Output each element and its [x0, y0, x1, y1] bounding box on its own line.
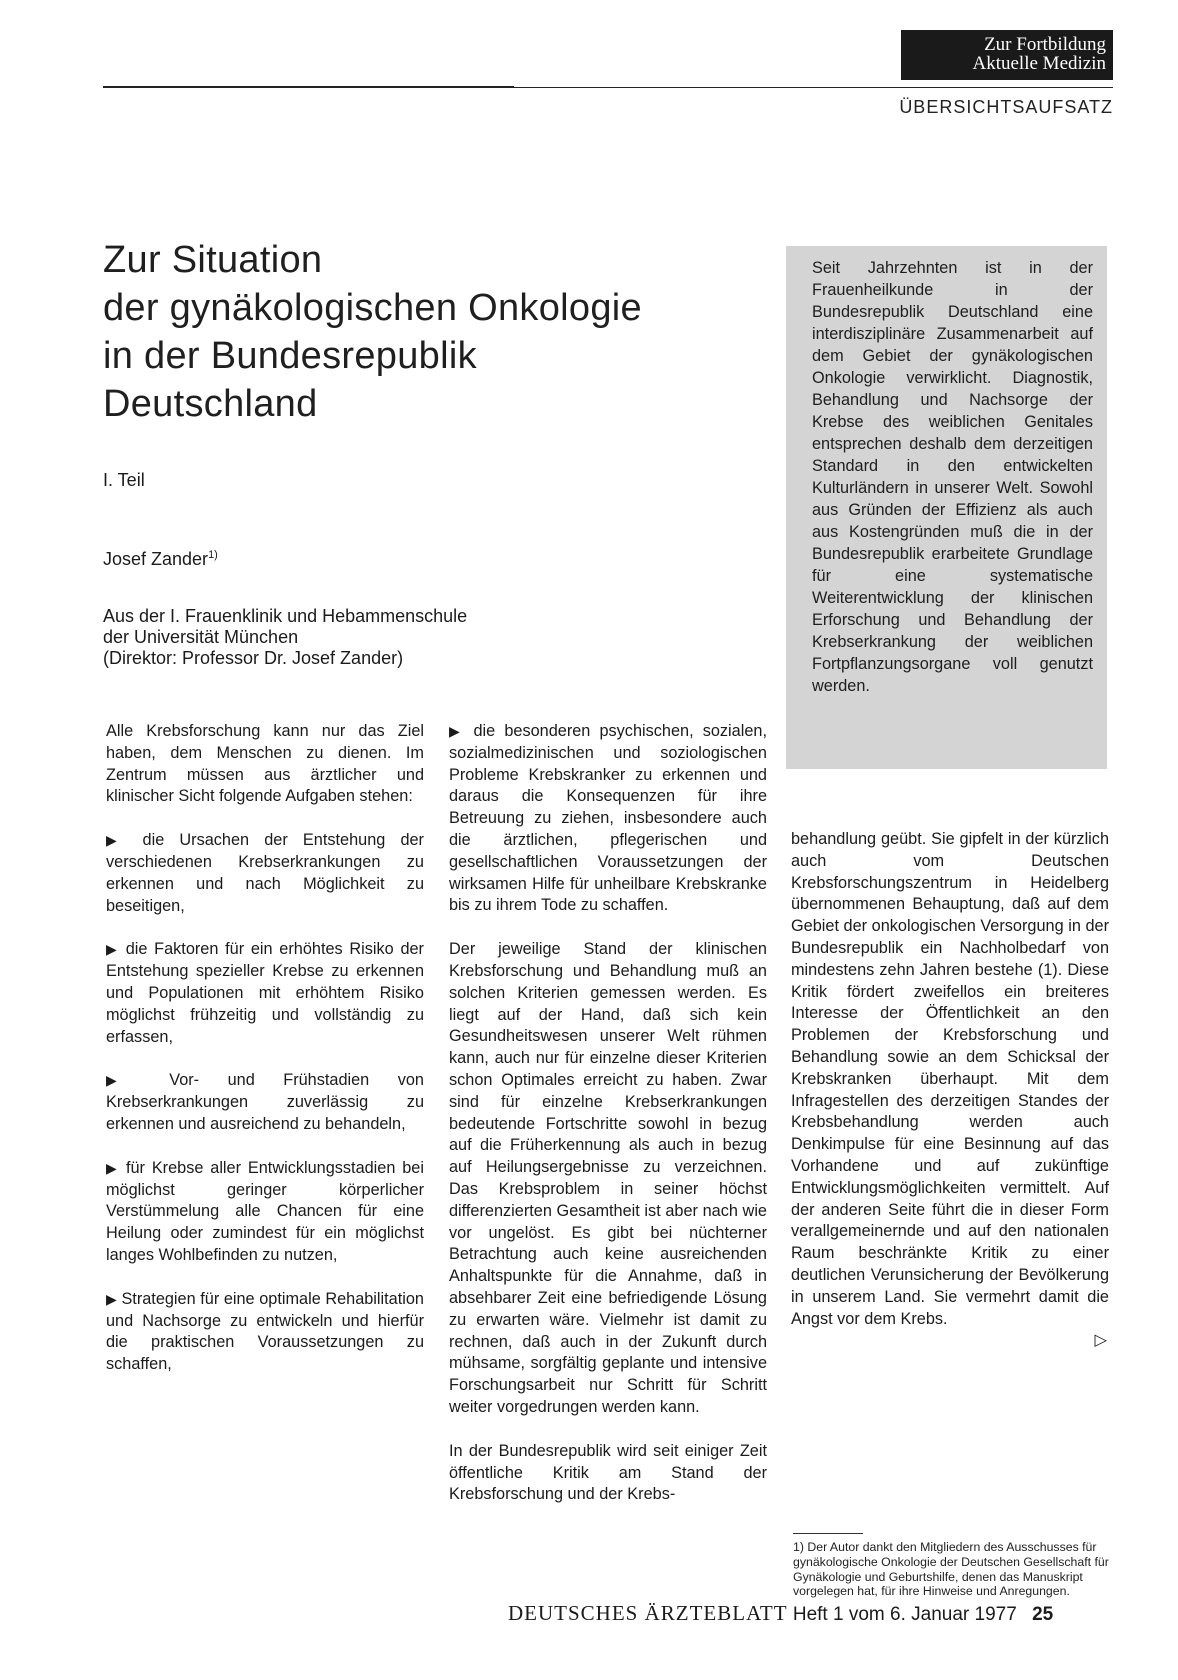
abstract-box: [786, 246, 1107, 769]
abstract-text: Seit Jahrzehnten ist in der Frauenheilkunde in der Bundesrepublik Deutschland eine interdisziplinäre Zusammenarbeit auf dem Gebiet der gynäkologischen Onkologie verwirklicht. Diagnostik, Behandlung und Nachsorge der Krebse des weiblichen Genitales entsprechen deshalb dem derzeitigen Standard in den entwickelten Kulturländern in unserer Welt. Sowohl aus Gründen der Effizienz als auch aus Kostengründen muß die in der Bundesrepublik erarbeitete Grundlage für eine systematische Weiterentwicklung der klinischen Erforschung und Behandlung der Krebserkrankung der weiblichen Fortpflanzungsorgane voll genutzt werden.: [812, 259, 1093, 695]
bullet-arrow-icon: ▶: [106, 1159, 120, 1176]
article-type-label: ÜBERSICHTSAUFSATZ: [899, 97, 1113, 117]
bullet-item: [106, 939, 424, 1048]
author-footnote-mark: 1): [208, 549, 218, 561]
footnote: 1) Der Autor dankt den Mitgliedern des Ausschusses für gynäkologische Onkologie der Deutschen Gesellschaft für Gynäkologie und Geburtshilfe, denen das Manuskript vorgelegen hat, für ihre Hinweise und Anregungen.: [793, 1540, 1109, 1599]
bullet-arrow-icon: ▶: [449, 723, 465, 739]
bullet-item: [106, 830, 424, 917]
page-number: 25: [1032, 1604, 1054, 1625]
journal-name: DEUTSCHES ÄRZTEBLATT: [508, 1601, 788, 1625]
title-line-2: der gynäkologischen Onkologie: [103, 287, 642, 329]
article-title: [103, 236, 743, 428]
bullet-arrow-icon: ▶: [106, 1072, 141, 1089]
header-rule-thin: [514, 87, 1113, 88]
footnote-rule: [793, 1533, 863, 1534]
affiliation-line-1: Aus der I. Frauenklinik und Hebammenschule: [103, 606, 468, 626]
author-name: Josef Zander: [103, 549, 209, 569]
intro-paragraph: Alle Krebsforschung kann nur das Ziel haben, dem Menschen zu dienen. Im Zentrum müssen aus ärztlicher und klinischer Sicht folgende Aufgaben stehen:: [106, 722, 424, 806]
paragraph-continued: behandlung geübt. Sie gipfelt in der kürzlich auch vom Deutschen Krebsforschungszentrum in Heidelberg übernommenen Behauptung, daß auf dem Gebiet der onkologischen Versorgung in der Bundesrepublik ein Nachholbedarf von mindestens zehn Jahren bestehe (1). Diese Kritik fördert zweifellos ein breiteres Interesse der Öffentlichkeit an den Problemen der Krebsforschung und Behandlung sowie an dem Schicksal der Krebskranken überhaupt. Mit dem Infragestellen des derzeitigen Standes der Krebsbehandlung werden auch Denkimpulse für eine Besinnung auf das Vorhandene und auf zukünftige Entwicklungsmöglichkeiten vermittelt. Auf der anderen Seite führt die in dieser Form verallgemeinernde und auf den nationalen Raum beschränkte Kritik zu einer deutlichen Verunsicherung der Bevölkerung in unserem Land. Sie vermehrt damit die Angst vor dem Krebs.: [791, 830, 1109, 1328]
body-column-1: [106, 721, 424, 1398]
bullet-text: Vor- und Frühstadien von Krebserkrankungen zuverlässig zu erkennen und ausreichend zu behandeln,: [106, 1071, 424, 1133]
title-line-4: Deutschland: [103, 383, 318, 425]
title-line-3: in der Bundesrepublik: [103, 335, 477, 377]
author-line: [103, 549, 218, 570]
paragraph: In der Bundesrepublik wird seit einiger Zeit öffentliche Kritik am Stand der Krebsforschung und der Krebs-: [449, 1441, 767, 1504]
affiliation-line-2: der Universität München: [103, 627, 299, 647]
body-column-2: [449, 721, 767, 1528]
paragraph: Der jeweilige Stand der klinischen Krebsforschung und Behandlung muß an solchen Kriterien gemessen werden. Es liegt auf der Hand, daß sich kein Gesundheitswesen unserer Welt rühmen kann, auch nur für einzelne dieser Kriterien schon Optimales erreicht zu haben. Zwar sind für einzelne Krebserkrankungen bedeutende Fortschritte sowohl in bezug auf die Früherkennung als auch in bezug auf Heilungsergebnisse zu verzeichnen. Das Krebsproblem in seiner höchst differenzierten Gesamtheit ist aber nach wie vor ungelöst. Es gibt bei nüchterner Betrachtung auch keine ausreichenden Anhaltspunkte für die Annahme, daß in absehbarer Zeit eine befriedigende Lösung zu erwarten wäre. Vielmehr ist damit zu rechnen, daß auch in der Zukunft durch mühsame, sorgfältig geplante und intensive Forschungsarbeit nur Schritt für Schritt weiter vorgedrungen werden kann.: [449, 940, 767, 1416]
body-column-3: [791, 829, 1109, 1352]
page-footer: [508, 1601, 1053, 1626]
bullet-arrow-icon: ▶: [106, 941, 119, 958]
section-tab-line1: Zur Fortbildung: [984, 34, 1106, 55]
section-tab: [901, 30, 1113, 80]
bullet-arrow-icon: ▶: [106, 832, 128, 849]
issue-info: Heft 1 vom 6. Januar 1977: [792, 1604, 1017, 1625]
bullet-item: [106, 1289, 424, 1376]
section-tab-line2: Aktuelle Medizin: [972, 53, 1106, 74]
affiliation-line-3: (Direktor: Professor Dr. Josef Zander): [103, 648, 404, 668]
bullet-arrow-icon: ▶: [106, 1290, 117, 1307]
bullet-item: [106, 1070, 424, 1135]
affiliation: [103, 606, 467, 669]
bullet-item: [106, 1158, 424, 1267]
continue-arrow-icon: ▷: [1094, 1331, 1107, 1350]
bullet-text: Strategien für eine optimale Rehabilitation und Nachsorge zu entwickeln und hierfür die praktischen Voraussetzungen zu schaffen,: [106, 1289, 424, 1374]
bullet-text: die Ursachen der Entstehung der verschiedenen Krebserkrankungen zu erkennen und nach Möglichkeit zu beseitigen,: [106, 831, 424, 915]
header-rule-thick: [103, 86, 514, 88]
title-line-1: Zur Situation: [103, 239, 323, 281]
bullet-text: die besonderen psychischen, sozialen, sozialmedizinischen und soziologischen Probleme Krebskranker zu erkennen und daraus die Konsequenzen für ihre Betreuung zu ziehen, insbesondere auch die ärztlichen, pflegerischen und gesellschaftlichen Voraussetzungen der wirksamen Hilfe für unheilbare Krebskranke bis zu ihrem Tode zu schaffen.: [449, 722, 767, 915]
part-label: I. Teil: [103, 470, 145, 490]
bullet-item: [449, 721, 767, 917]
bullet-text: für Krebse aller Entwicklungsstadien bei möglichst geringer körperlicher Verstümmelung alle Chancen für eine Heilung oder zumindest für ein möglichst langes Wohlbefinden zu nutzen,: [106, 1158, 424, 1264]
bullet-text: die Faktoren für ein erhöhtes Risiko der Entstehung spezieller Krebse zu erkennen und Populationen mit erhöhtem Risiko möglichst frühzeitig und vollständig zu erfassen,: [106, 940, 424, 1046]
